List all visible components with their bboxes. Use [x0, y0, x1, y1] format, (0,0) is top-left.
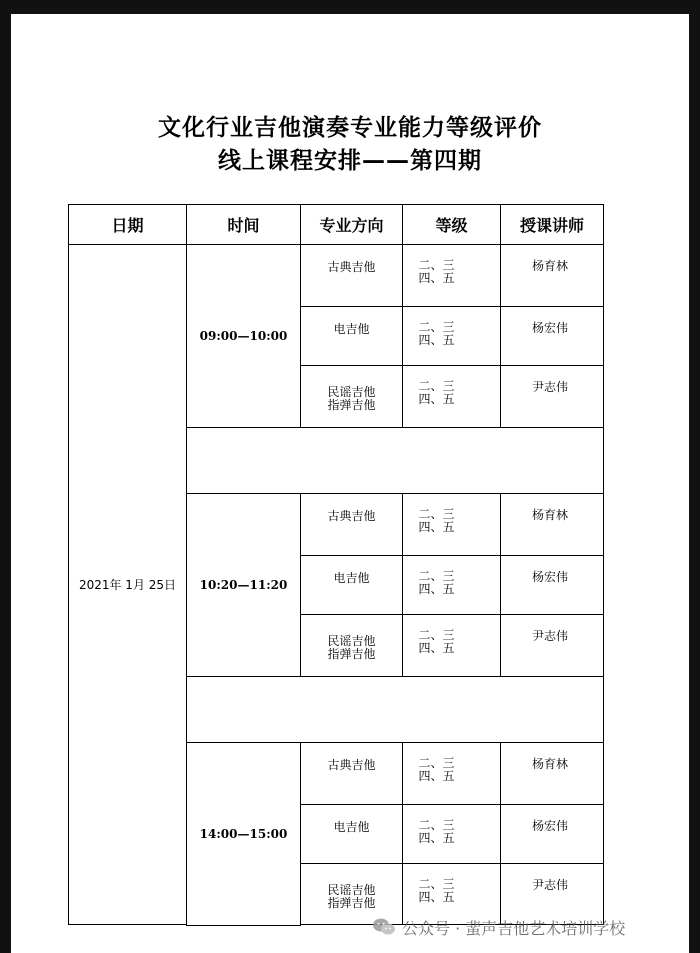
- direction-cell: [300, 742, 403, 806]
- level-cell: [402, 306, 501, 366]
- direction-cell: [300, 493, 403, 557]
- level-text: 二、三: [418, 507, 455, 521]
- teacher-cell: 杨宏伟: [500, 306, 604, 366]
- direction-cell: [300, 555, 403, 615]
- level-text: 四、五: [418, 271, 455, 285]
- direction-text: 民谣吉他: [327, 385, 376, 399]
- direction-text: 指弹吉他: [327, 896, 376, 910]
- spacer-row: [186, 427, 604, 494]
- level-text: 四、五: [418, 769, 455, 783]
- direction-cell: [300, 365, 403, 428]
- level-text: 二、三: [418, 569, 455, 583]
- level-cell: [402, 614, 501, 677]
- spacer-row: [186, 676, 604, 743]
- document-title-line2: 线上课程安排——第四期: [218, 148, 482, 174]
- level-cell: [402, 365, 501, 428]
- direction-text: 民谣吉他: [327, 634, 376, 648]
- direction-text: 指弹吉他: [327, 398, 376, 412]
- level-text: 二、三: [418, 818, 455, 832]
- direction-cell: [300, 804, 403, 864]
- teacher-cell: 杨育林: [500, 244, 604, 308]
- teacher-cell: 杨育林: [500, 493, 604, 557]
- level-text: 四、五: [418, 641, 455, 655]
- level-cell: [402, 742, 501, 806]
- level-text: 二、三: [418, 877, 455, 891]
- level-text: 二、三: [418, 628, 455, 642]
- direction-text: 指弹吉他: [327, 647, 376, 661]
- direction-cell: [300, 614, 403, 677]
- direction-text: 电吉他: [333, 820, 370, 834]
- teacher-cell: 尹志伟: [500, 365, 604, 428]
- level-cell: [402, 244, 501, 308]
- level-text: 四、五: [418, 890, 455, 904]
- document-title-line1: 文化行业吉他演奏专业能力等级评价: [158, 115, 542, 141]
- teacher-cell: 杨宏伟: [500, 555, 604, 615]
- level-text: 四、五: [418, 333, 455, 347]
- time-cell: 10:20—11:20: [186, 493, 301, 677]
- level-cell: [402, 555, 501, 615]
- teacher-cell: 杨宏伟: [500, 804, 604, 864]
- direction-text: 电吉他: [333, 322, 370, 336]
- level-text: 二、三: [418, 320, 455, 334]
- header-teacher: 授课讲师: [500, 204, 604, 245]
- direction-text: 古典吉他: [327, 509, 376, 523]
- direction-cell: [300, 306, 403, 366]
- level-text: 四、五: [418, 831, 455, 845]
- header-time: 时间: [186, 204, 301, 245]
- level-text: 二、三: [418, 756, 455, 770]
- level-cell: [402, 804, 501, 864]
- wechat-icon: [372, 917, 396, 937]
- time-cell: 09:00—10:00: [186, 244, 301, 428]
- date-cell: 2021年 1月 25日: [68, 244, 187, 925]
- watermark-text: 公众号 · 蜚声吉他艺术培训学校: [402, 918, 626, 938]
- direction-text: 古典吉他: [327, 758, 376, 772]
- direction-text: 电吉他: [333, 571, 370, 585]
- teacher-cell: 杨育林: [500, 742, 604, 806]
- teacher-cell: 尹志伟: [500, 863, 604, 925]
- direction-cell: [300, 244, 403, 308]
- header-direction: 专业方向: [300, 204, 403, 245]
- direction-text: 古典吉他: [327, 260, 376, 274]
- time-cell: 14:00—15:00: [186, 742, 301, 926]
- header-level: 等级: [402, 204, 501, 245]
- direction-text: 民谣吉他: [327, 883, 376, 897]
- level-text: 四、五: [418, 392, 455, 406]
- watermark: [372, 915, 625, 939]
- teacher-cell: 尹志伟: [500, 614, 604, 677]
- level-text: 四、五: [418, 582, 455, 596]
- header-date: 日期: [68, 204, 187, 245]
- level-cell: [402, 493, 501, 557]
- level-text: 二、三: [418, 258, 455, 272]
- level-text: 四、五: [418, 520, 455, 534]
- level-text: 二、三: [418, 379, 455, 393]
